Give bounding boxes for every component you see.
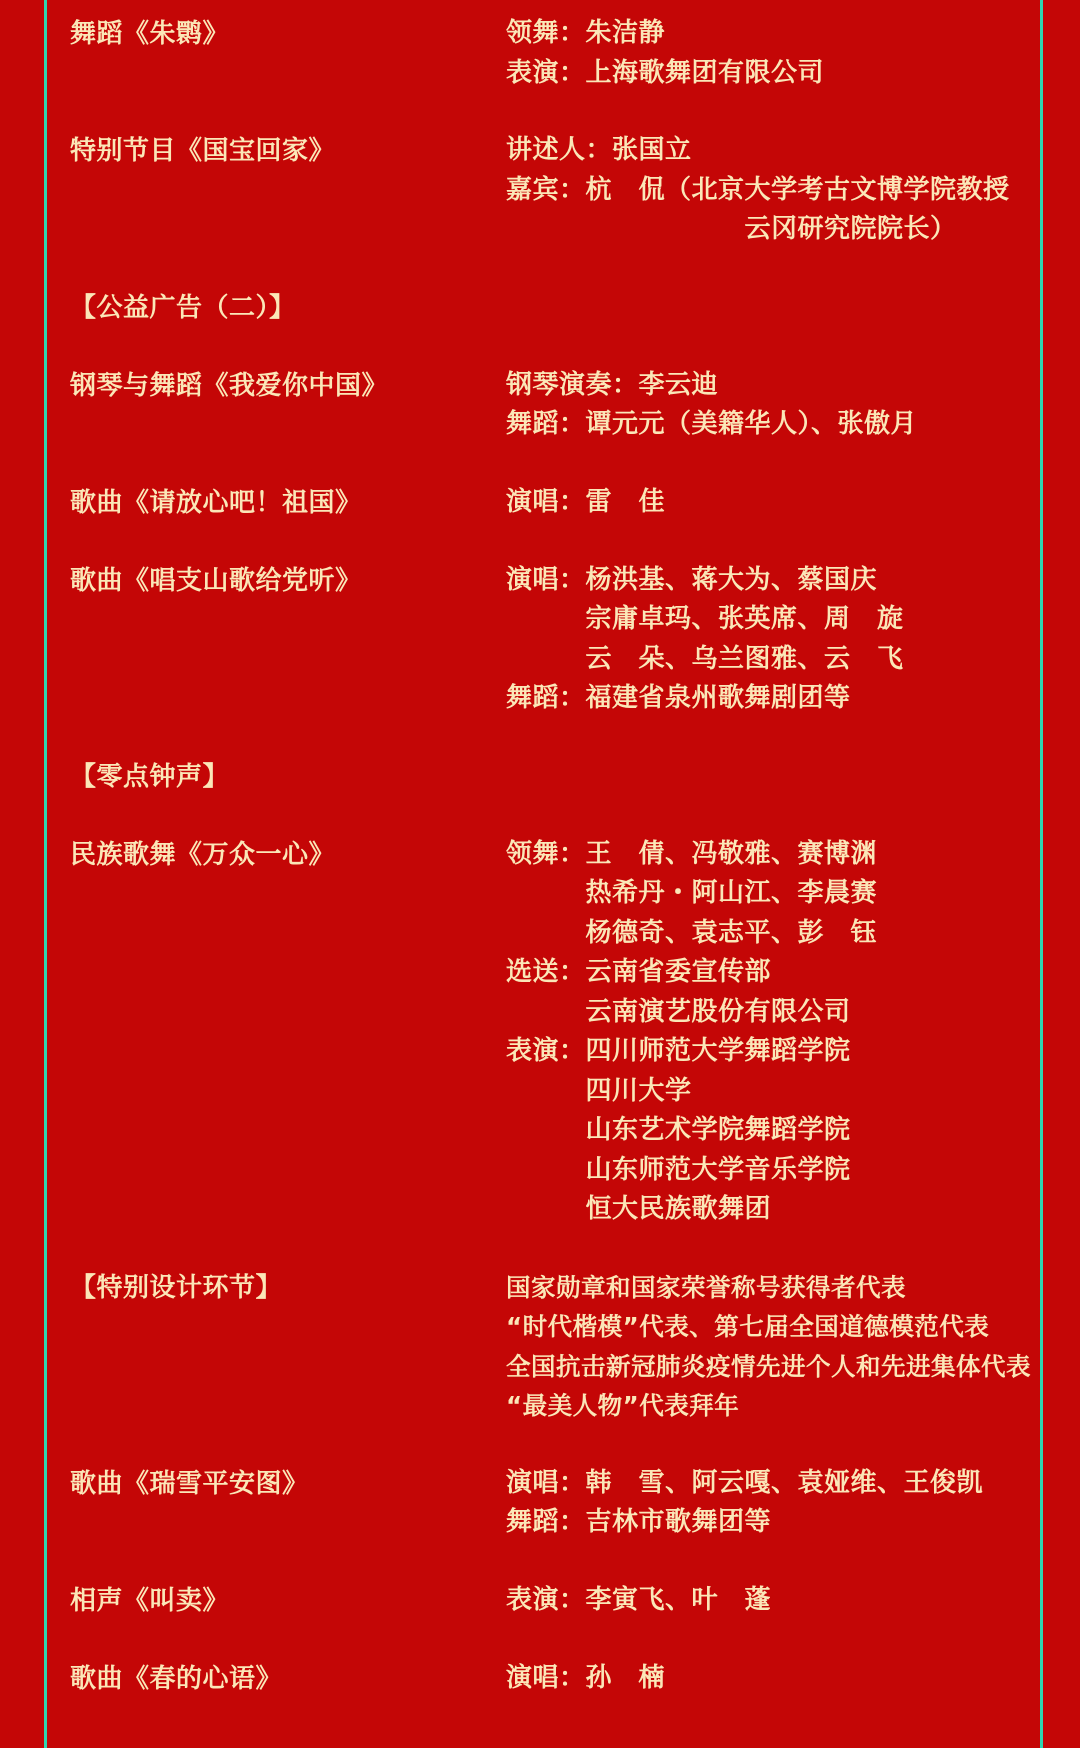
credit-line [506,1659,1030,1699]
right-border-line [1040,0,1043,1748]
program-entry [70,1659,1030,1699]
credit-names [586,1464,984,1504]
credit-names [586,561,904,680]
program-credits [506,131,1030,250]
credit-names [586,953,851,1032]
credit-role: 嘉宾： [506,174,586,205]
credit-line [506,171,1030,250]
credit-name-line: 杨洪基、蒋大为、蔡国庆 [585,564,878,595]
program-title: 【特别设计环节】 [70,1272,283,1303]
program-title: 歌曲《请放心吧！祖国》 [70,487,362,518]
credit-line [506,953,1030,1032]
credit-name-line: 福建省泉州歌舞剧团等 [585,683,851,713]
credit-line [506,1581,1030,1621]
credit-role: 表演： [506,57,586,88]
credit-line [506,1503,1030,1543]
program-title: 歌曲《瑞雪平安图》 [70,1468,309,1499]
program-title: 【零点钟声】 [70,761,230,792]
credit-line [506,366,1030,406]
credit-name-line: 李云迪 [638,369,719,400]
credit-role: 演唱： [506,1662,586,1693]
program-entry [70,835,1030,1230]
program-list [70,14,1030,1737]
plain-credit-line: 全国抗击新冠肺炎疫情先进个人和先进集体代表 [506,1351,1031,1381]
credit-names [586,54,825,94]
credit-line [506,1032,1030,1230]
credit-names [586,1659,666,1699]
program-title: 特别节目《国宝回家》 [70,136,336,166]
credit-role: 表演： [506,1584,586,1615]
program-title: 民族歌舞《万众一心》 [70,839,336,870]
plain-credit-line: “时代楷模”代表、第七届全国道德模范代表 [506,1312,990,1341]
credit-name-line: 朱洁静 [585,18,666,48]
credit-line [506,14,1030,54]
credit-role: 舞蹈： [506,409,586,439]
program-title: 歌曲《春的心语》 [70,1663,283,1694]
credit-names [586,483,666,523]
credit-names [586,835,878,954]
credit-name-line: 云南省委宣传部 [585,957,772,987]
credit-names [639,366,719,406]
credit-names [586,14,666,54]
credit-name-line: 云 朵、乌兰图雅、云 飞 [585,643,904,674]
credit-names [586,1581,772,1621]
credit-names [612,131,692,171]
program-credits [506,1581,1030,1621]
credit-name-line: 四川师范大学舞蹈学院 [585,1036,851,1066]
program-credits [506,1268,1031,1426]
credit-name-line: 四川大学 [585,1075,692,1106]
plain-credit-line: “最美人物”代表拜年 [506,1391,740,1420]
credit-line [506,679,1030,719]
credit-role: 演唱： [506,1467,586,1498]
program-credits [506,1464,1030,1543]
program-title: 舞蹈《朱鹮》 [70,19,230,49]
credit-role: 钢琴演奏： [506,369,639,400]
credit-role: 领舞： [506,18,586,48]
plain-credit-line: 国家勋章和国家荣誉称号获得者代表 [506,1272,906,1302]
program-entry [70,757,1030,797]
credit-role: 演唱： [506,486,586,517]
program-entry [70,14,1030,93]
program-credits [506,366,1030,445]
credit-name-line: 杨德奇、袁志平、彭 钰 [585,917,878,948]
credit-line [506,405,1030,445]
program-entry [70,366,1030,445]
credit-line [506,131,1030,171]
program-credits [506,835,1030,1230]
credit-names [586,171,1010,250]
program-entry [70,1464,1030,1543]
program-entry [70,288,1030,328]
credit-name-line: 恒大民族歌舞团 [585,1194,772,1224]
credit-names [586,1032,851,1230]
credit-name-line: 谭元元（美籍华人）、张傲月 [585,409,918,439]
program-credits [506,14,1030,93]
program-title: 【公益广告（二）】 [70,292,296,323]
credit-name-line: 山东师范大学音乐学院 [585,1154,851,1185]
credit-name-line: 韩 雪、阿云嘎、袁娅维、王俊凯 [585,1467,984,1498]
credit-line [506,561,1030,680]
credit-name-line: 雷 佳 [585,486,666,517]
left-border-line [44,0,47,1748]
program-credits [506,561,1030,719]
program-title: 歌曲《唱支山歌给党听》 [70,565,362,596]
credit-name-line: 宗庸卓玛、张英席、周 旋 [585,604,904,634]
program-entry [70,131,1030,250]
credit-line [506,483,1030,523]
credit-name-line: 云南演艺股份有限公司 [585,996,851,1027]
credit-name-line: 吉林市歌舞团等 [585,1507,772,1537]
credit-role: 领舞： [506,838,586,869]
program-title: 钢琴与舞蹈《我爱你中国》 [70,370,389,401]
credit-line [506,835,1030,954]
credit-role: 讲述人： [506,135,613,165]
credit-name-line: 上海歌舞团有限公司 [585,57,825,88]
credit-name-line: 李寅飞、叶 蓬 [585,1584,772,1615]
program-credits [506,483,1030,523]
credit-name-line: 孙 楠 [585,1662,666,1693]
credit-role: 选送： [506,957,586,987]
credit-name-line: 王 倩、冯敬雅、赛博渊 [585,838,878,869]
credit-line [506,54,1030,94]
program-credits [506,1659,1030,1699]
program-entry [70,1581,1030,1621]
credit-name-line: 热希丹・阿山江、李晨赛 [585,878,878,908]
credit-role: 表演： [506,1036,586,1066]
credit-name-line: 山东艺术学院舞蹈学院 [585,1115,851,1145]
credit-name-line: 云冈研究院院长） [585,214,957,244]
program-title: 相声《叫卖》 [70,1585,230,1616]
credit-role: 舞蹈： [506,683,586,713]
credit-names [586,1503,772,1543]
credit-name-line: 张国立 [612,135,692,165]
program-entry [70,483,1030,523]
program-entry [70,1268,1030,1426]
credit-names [586,405,918,445]
credit-line [506,1464,1030,1504]
credit-names [586,679,851,719]
credit-name-line: 杭 侃（北京大学考古文博学院教授 [585,174,1010,205]
credit-role: 舞蹈： [506,1507,586,1537]
program-entry [70,561,1030,719]
credit-role: 演唱： [506,564,586,595]
